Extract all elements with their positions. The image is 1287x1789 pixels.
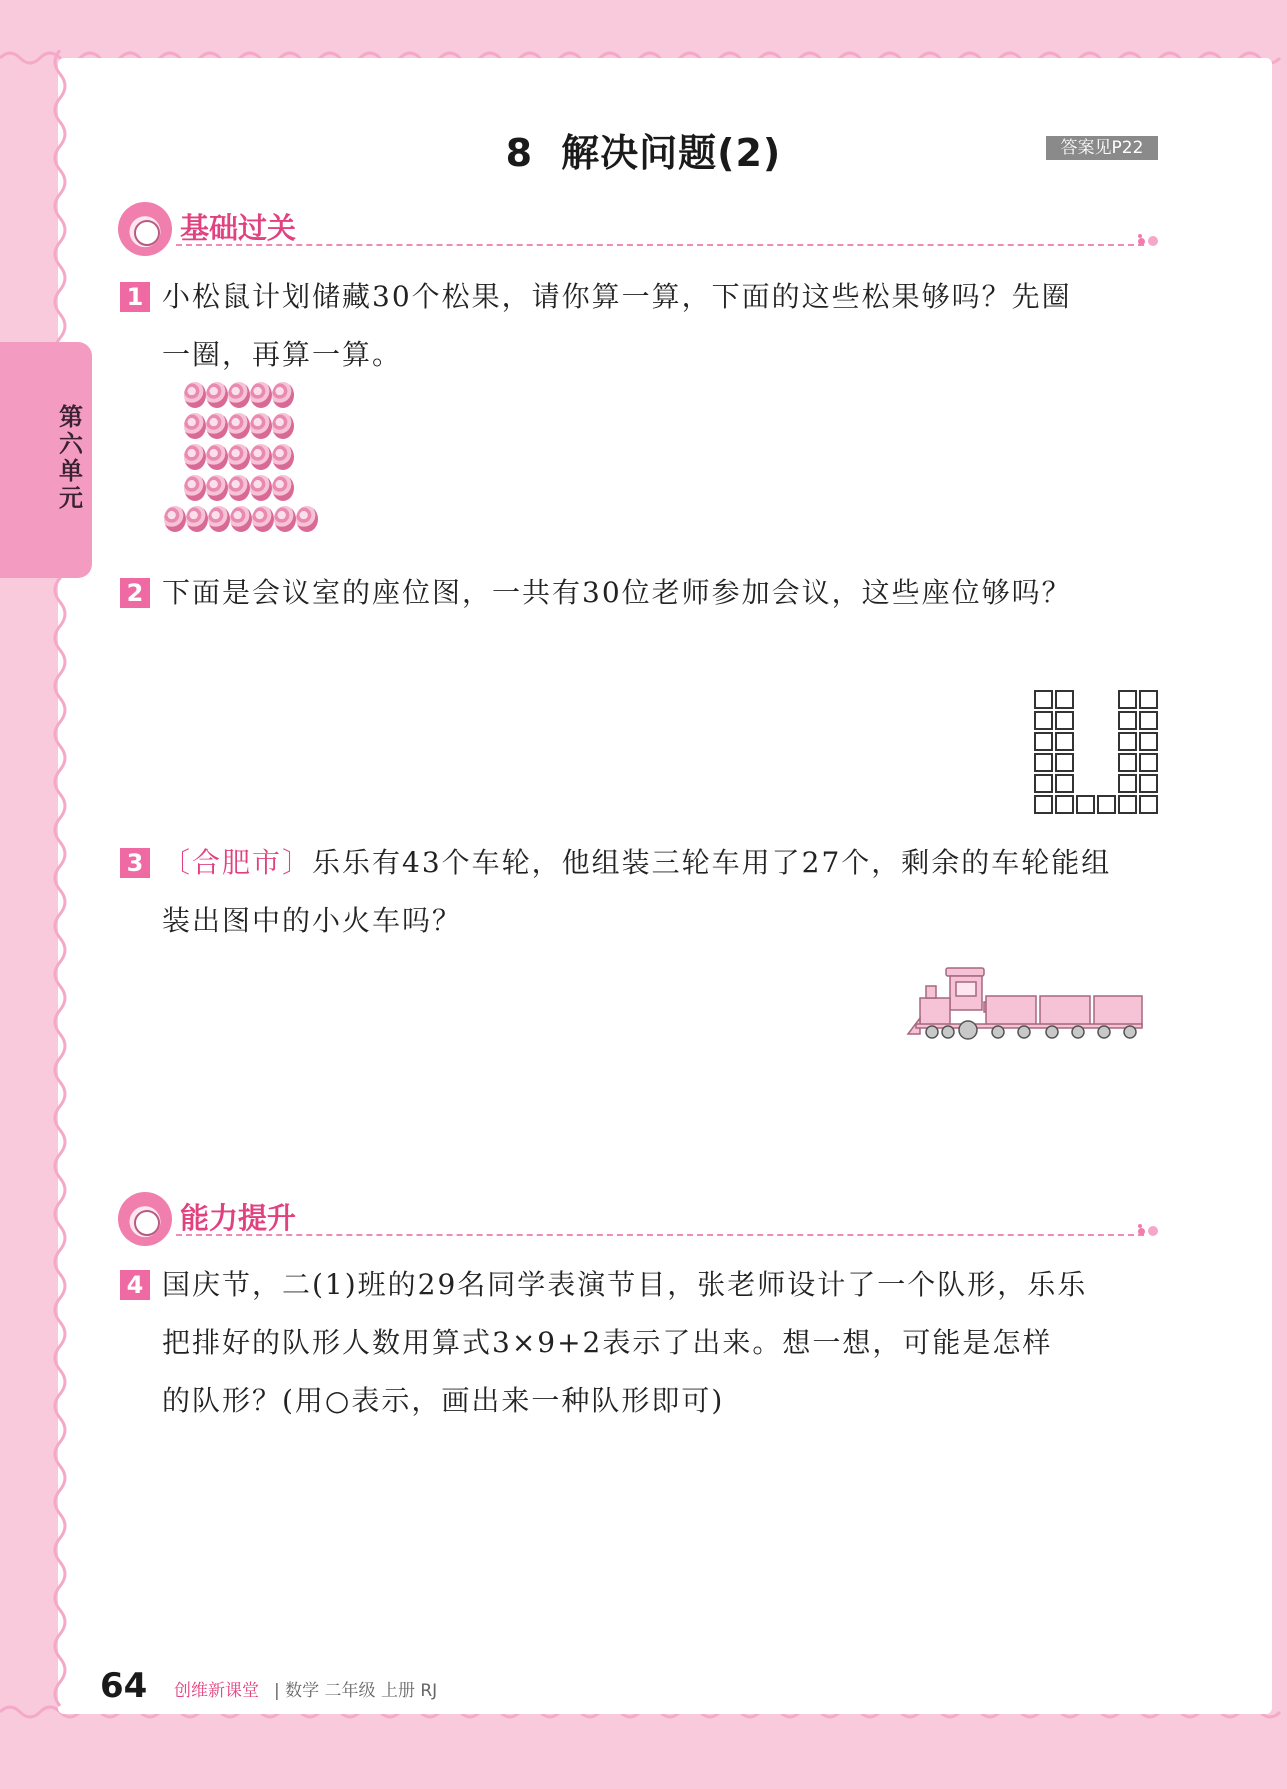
question-number-badge: 2 <box>120 578 150 608</box>
pinecone-icon <box>206 475 228 501</box>
monkey-mascot-icon <box>118 1192 172 1246</box>
question-2 <box>120 564 1160 622</box>
lesson-number: 8 <box>505 131 534 175</box>
seat <box>1139 690 1158 709</box>
seat <box>1034 753 1053 772</box>
pinecone-icon <box>250 382 272 408</box>
page-number: 64 <box>100 1666 148 1706</box>
seat <box>1139 711 1158 730</box>
pinecone-icon <box>272 444 294 470</box>
seat <box>1055 690 1074 709</box>
question-text-line: 的队形？(用○表示，画出来一种队形即可) <box>162 1384 725 1417</box>
pinecone-icon <box>250 475 272 501</box>
seat <box>1055 753 1074 772</box>
pinecone-icon <box>164 506 186 532</box>
seat <box>1139 732 1158 751</box>
pinecone-icon <box>228 382 250 408</box>
seat <box>1034 774 1053 793</box>
footer-brand: 创维新课堂 <box>174 1681 259 1701</box>
squirrel-mascot-icon <box>118 202 172 256</box>
decor-dots-icon <box>1136 1224 1160 1238</box>
left-wavy-border <box>48 50 72 1710</box>
seat <box>1118 795 1137 814</box>
section-advanced-header <box>118 1190 1160 1248</box>
pinecone-icon <box>206 444 228 470</box>
question-4 <box>120 1256 1160 1430</box>
section-basic-header <box>118 200 1160 258</box>
pinecone-icon <box>186 506 208 532</box>
question-text-line: 小松鼠计划储藏30个松果，请你算一算，下面的这些松果够吗？先圈 <box>162 280 1072 313</box>
question-text-line: 一圈，再算一算。 <box>162 338 403 371</box>
pinecone-icon <box>184 382 206 408</box>
pinecone-icon <box>230 506 252 532</box>
pinecone-icon <box>208 506 230 532</box>
seat <box>1034 795 1053 814</box>
question-1 <box>120 268 1160 384</box>
question-3 <box>120 834 1160 950</box>
pinecone-icon <box>184 475 206 501</box>
answer-reference-badge: 答案见P22 <box>1046 136 1158 160</box>
question-text-line: 国庆节，二(1)班的29名同学表演节目，张老师设计了一个队形，乐乐 <box>162 1268 1088 1301</box>
pinecone-icon <box>272 475 294 501</box>
seat <box>1118 711 1137 730</box>
question-text-line: 乐乐有43个车轮，他组装三轮车用了27个，剩余的车轮能组 <box>312 846 1112 879</box>
question-text-line: 下面是会议室的座位图，一共有30位老师参加会议，这些座位够吗？ <box>162 576 1072 609</box>
pinecone-icon <box>296 506 318 532</box>
region-tag: 〔合肥市〕 <box>162 846 313 879</box>
seat <box>1055 711 1074 730</box>
seat <box>1139 753 1158 772</box>
question-text-line: 把排好的队形人数用算式3×9+2表示了出来。想一想，可能是怎样 <box>162 1326 1053 1359</box>
footer-meta: | 数学 二年级 上册 RJ <box>274 1681 438 1701</box>
seat <box>1034 732 1053 751</box>
toy-train-figure <box>906 962 1144 1040</box>
pinecone-icon <box>206 413 228 439</box>
question-number-badge: 3 <box>120 848 150 878</box>
pinecone-icon <box>274 506 296 532</box>
lesson-title: 解决问题(2) <box>561 131 782 175</box>
seat <box>1055 795 1074 814</box>
seat <box>1118 732 1137 751</box>
section-advanced-label: 能力提升 <box>180 1201 297 1235</box>
pinecone-icon <box>252 506 274 532</box>
question-number-badge: 4 <box>120 1270 150 1300</box>
seat <box>1076 795 1095 814</box>
seat <box>1097 795 1116 814</box>
seat <box>1139 795 1158 814</box>
section-divider <box>176 1234 1144 1236</box>
seat <box>1034 711 1053 730</box>
seat <box>1139 774 1158 793</box>
unit-tab <box>0 342 92 578</box>
pinecone-icon <box>250 413 272 439</box>
pinecone-icon <box>228 413 250 439</box>
seat <box>1055 774 1074 793</box>
decor-dots-icon <box>1136 234 1160 248</box>
seat <box>1034 690 1053 709</box>
section-divider <box>176 244 1144 246</box>
section-basic-label: 基础过关 <box>180 211 297 245</box>
pinecone-icon <box>228 475 250 501</box>
question-text-line: 装出图中的小火车吗？ <box>162 904 463 937</box>
pinecone-figure <box>158 382 328 542</box>
pinecone-icon <box>228 444 250 470</box>
unit-tab-label: 第六单元 <box>59 403 83 512</box>
pinecone-icon <box>272 382 294 408</box>
pinecone-icon <box>250 444 272 470</box>
seat <box>1118 753 1137 772</box>
pinecone-icon <box>272 413 294 439</box>
pinecone-icon <box>184 413 206 439</box>
seat <box>1055 732 1074 751</box>
seat <box>1118 774 1137 793</box>
question-number-badge: 1 <box>120 282 150 312</box>
pinecone-icon <box>184 444 206 470</box>
seat <box>1118 690 1137 709</box>
pinecone-icon <box>206 382 228 408</box>
meeting-room-seating-figure <box>1034 690 1160 812</box>
